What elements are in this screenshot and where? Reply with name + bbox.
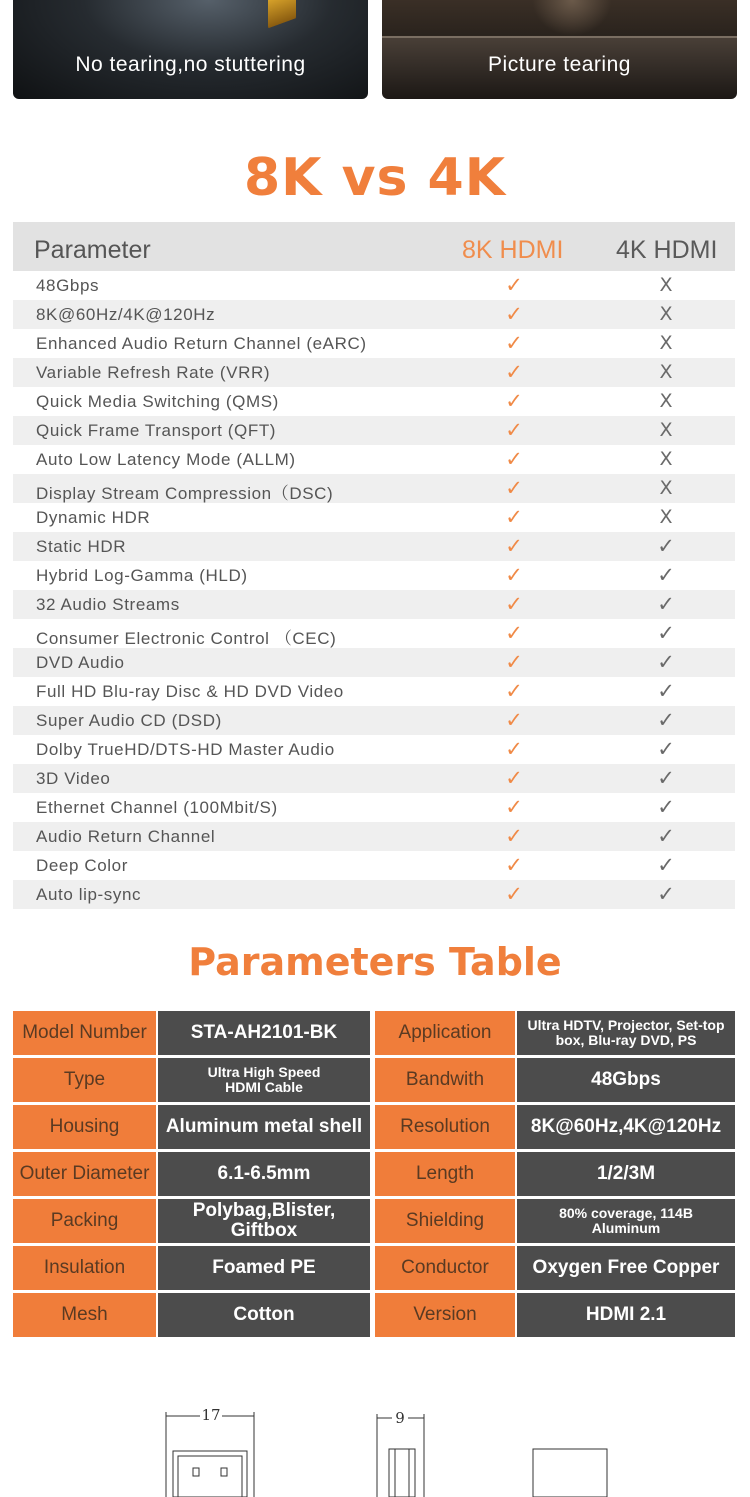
check-icon: ✓ <box>657 563 675 587</box>
comparison-row <box>13 880 735 909</box>
comparison-row <box>13 735 735 764</box>
feature-name: Enhanced Audio Return Channel (eARC) <box>36 334 367 353</box>
feature-name: Consumer Electronic Control （CEC) <box>36 629 337 648</box>
no-support-mark: X <box>659 448 673 470</box>
check-icon: ✓ <box>505 824 523 848</box>
comparison-header <box>13 222 735 271</box>
comparison-row <box>13 851 735 880</box>
check-icon: ✓ <box>505 563 523 587</box>
comparison-row <box>13 648 735 677</box>
parameter-value: Polybag,Blister, Giftbox <box>158 1199 370 1243</box>
check-icon: ✓ <box>505 302 523 326</box>
check-icon: ✓ <box>505 534 523 558</box>
check-icon: ✓ <box>505 853 523 877</box>
parameter-row <box>13 1105 735 1149</box>
check-icon: ✓ <box>505 795 523 819</box>
connector-pin <box>221 1468 227 1476</box>
parameter-row <box>13 1293 735 1337</box>
feature-name: Display Stream Compression（DSC) <box>36 484 334 503</box>
check-icon: ✓ <box>657 766 675 790</box>
parameter-row <box>13 1058 735 1102</box>
check-icon: ✓ <box>657 592 675 616</box>
parameter-value: STA-AH2101-BK <box>158 1011 370 1055</box>
check-icon: ✓ <box>505 592 523 616</box>
check-icon: ✓ <box>505 679 523 703</box>
check-icon: ✓ <box>657 708 675 732</box>
parameter-label: Length <box>375 1152 515 1196</box>
no-support-mark: X <box>659 506 673 528</box>
parameter-value: 1/2/3M <box>517 1152 735 1196</box>
feature-name: Quick Frame Transport (QFT) <box>36 421 277 440</box>
dimension-drawing <box>0 1396 750 1497</box>
feature-name: Deep Color <box>36 856 128 875</box>
feature-name: Static HDR <box>36 537 127 556</box>
comparison-row <box>13 474 735 503</box>
parameter-value: 80% coverage, 114B Aluminum <box>517 1199 735 1243</box>
check-icon: ✓ <box>657 679 675 703</box>
comparison-row <box>13 822 735 851</box>
check-icon: ✓ <box>657 882 675 906</box>
parameter-label: Mesh <box>13 1293 156 1337</box>
check-icon: ✓ <box>657 650 675 674</box>
no-support-mark: X <box>659 274 673 296</box>
comparison-row <box>13 677 735 706</box>
check-icon: ✓ <box>505 389 523 413</box>
comparison-row <box>13 387 735 416</box>
check-icon: ✓ <box>505 273 523 297</box>
comparison-row <box>13 706 735 735</box>
parameter-label: Housing <box>13 1105 156 1149</box>
check-icon: ✓ <box>505 737 523 761</box>
comparison-row <box>13 271 735 300</box>
feature-name: Dynamic HDR <box>36 508 151 527</box>
connector-top <box>533 1449 607 1497</box>
check-icon: ✓ <box>505 331 523 355</box>
connector-pin <box>193 1468 199 1476</box>
header-parameter: Parameter <box>34 236 151 264</box>
feature-name: Ethernet Channel (100Mbit/S) <box>36 798 278 817</box>
check-icon: ✓ <box>505 476 523 500</box>
parameter-value: Foamed PE <box>158 1246 370 1290</box>
parameter-label: Model Number <box>13 1011 156 1055</box>
check-icon: ✓ <box>657 853 675 877</box>
check-icon: ✓ <box>657 737 675 761</box>
comparison-row <box>13 561 735 590</box>
parameter-value: Ultra HDTV, Projector, Set-top box, Blu-ray DVD, PS <box>517 1011 735 1055</box>
no-support-mark: X <box>659 303 673 325</box>
feature-name: Quick Media Switching (QMS) <box>36 392 279 411</box>
no-tearing-photo <box>13 0 368 99</box>
check-icon: ✓ <box>505 882 523 906</box>
no-support-mark: X <box>659 419 673 441</box>
check-icon: ✓ <box>505 621 523 645</box>
parameters-title: Parameters Table <box>188 940 562 984</box>
comparison-row <box>13 445 735 474</box>
check-icon: ✓ <box>657 795 675 819</box>
parameter-value: Ultra High Speed HDMI Cable <box>158 1058 370 1102</box>
feature-name: 32 Audio Streams <box>36 595 180 614</box>
comparison-row <box>13 793 735 822</box>
parameter-label: Type <box>13 1058 156 1102</box>
comparison-title: 8K vs 4K <box>243 148 506 208</box>
no-support-mark: X <box>659 477 673 499</box>
check-icon: ✓ <box>657 621 675 645</box>
parameter-label: Version <box>375 1293 515 1337</box>
parameter-label: Packing <box>13 1199 156 1243</box>
feature-name: Auto Low Latency Mode (ALLM) <box>36 450 296 469</box>
parameter-value: 8K@60Hz,4K@120Hz <box>517 1105 735 1149</box>
header-4k-hdmi: 4K HDMI <box>616 236 718 264</box>
comparison-row <box>13 503 735 532</box>
header-8k-hdmi: 8K HDMI <box>462 236 564 264</box>
dim-depth-label: 9 <box>395 1409 405 1427</box>
parameter-label: Application <box>375 1011 515 1055</box>
feature-name: DVD Audio <box>36 653 125 672</box>
comparison-row <box>13 416 735 445</box>
parameter-row <box>13 1246 735 1290</box>
comparison-row <box>13 532 735 561</box>
parameter-label: Bandwith <box>375 1058 515 1102</box>
check-icon: ✓ <box>657 824 675 848</box>
picture-tearing-photo <box>382 0 737 99</box>
check-icon: ✓ <box>505 418 523 442</box>
feature-name: Variable Refresh Rate (VRR) <box>36 363 271 382</box>
parameter-value: Aluminum metal shell <box>158 1105 370 1149</box>
connector-side <box>389 1449 415 1497</box>
no-tearing-label: No tearing,no stuttering <box>75 53 306 76</box>
feature-name: Full HD Blu-ray Disc & HD DVD Video <box>36 682 344 701</box>
check-icon: ✓ <box>505 650 523 674</box>
parameter-row <box>13 1199 735 1243</box>
feature-name: 48Gbps <box>36 276 100 295</box>
feature-name: Hybrid Log-Gamma (HLD) <box>36 566 248 585</box>
connector-front <box>178 1456 242 1497</box>
parameter-value: HDMI 2.1 <box>517 1293 735 1337</box>
comparison-row <box>13 619 735 648</box>
check-icon: ✓ <box>505 766 523 790</box>
check-icon: ✓ <box>657 534 675 558</box>
parameter-value: 48Gbps <box>517 1058 735 1102</box>
no-support-mark: X <box>659 361 673 383</box>
feature-name: Audio Return Channel <box>36 827 216 846</box>
feature-name: Dolby TrueHD/DTS-HD Master Audio <box>36 740 335 759</box>
check-icon: ✓ <box>505 505 523 529</box>
comparison-row <box>13 764 735 793</box>
comparison-rows <box>13 271 735 909</box>
feature-name: 8K@60Hz/4K@120Hz <box>36 305 216 324</box>
parameter-label: Insulation <box>13 1246 156 1290</box>
comparison-table <box>13 222 735 909</box>
parameter-label: Shielding <box>375 1199 515 1243</box>
comparison-row <box>13 358 735 387</box>
parameter-value: Oxygen Free Copper <box>517 1246 735 1290</box>
parameter-label: Resolution <box>375 1105 515 1149</box>
parameter-value: 6.1-6.5mm <box>158 1152 370 1196</box>
check-icon: ✓ <box>505 360 523 384</box>
check-icon: ✓ <box>505 447 523 471</box>
feature-name: Super Audio CD (DSD) <box>36 711 222 730</box>
parameter-label: Conductor <box>375 1246 515 1290</box>
connector-front <box>173 1451 247 1497</box>
check-icon: ✓ <box>505 708 523 732</box>
parameter-row <box>13 1011 735 1055</box>
feature-name: 3D Video <box>36 769 111 788</box>
comparison-row <box>13 300 735 329</box>
comparison-row <box>13 329 735 358</box>
dim-width-label: 17 <box>201 1406 221 1424</box>
tear-line <box>382 36 737 38</box>
parameter-row <box>13 1152 735 1196</box>
feature-name: Auto lip-sync <box>36 885 142 904</box>
comparison-row <box>13 590 735 619</box>
no-support-mark: X <box>659 332 673 354</box>
parameter-label: Outer Diameter <box>13 1152 156 1196</box>
picture-tearing-label: Picture tearing <box>488 53 631 76</box>
no-support-mark: X <box>659 390 673 412</box>
parameter-value: Cotton <box>158 1293 370 1337</box>
